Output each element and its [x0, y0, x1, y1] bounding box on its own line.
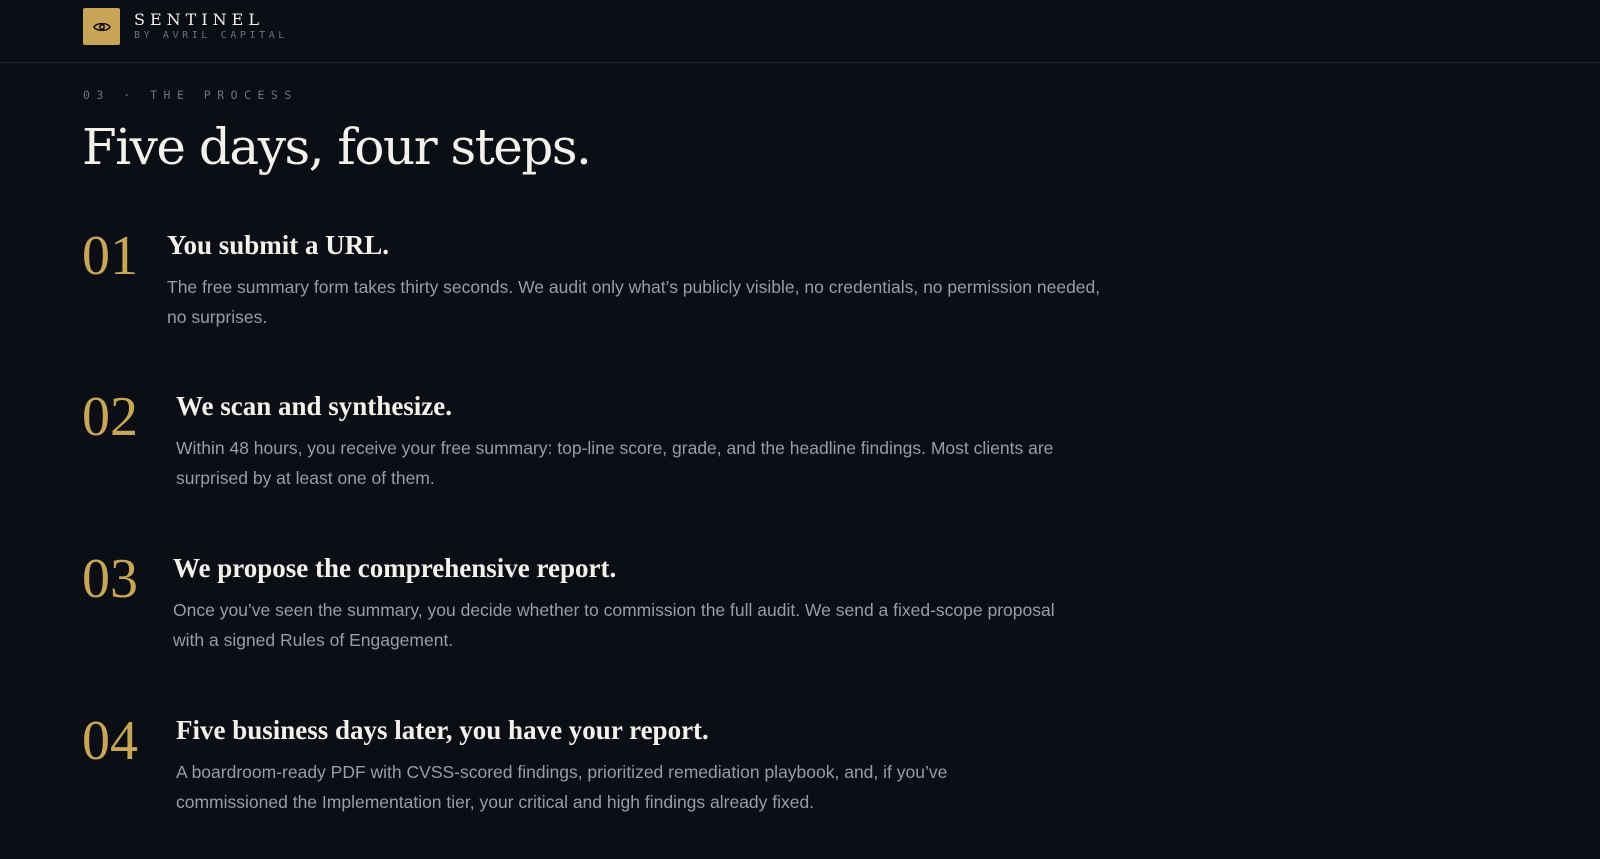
process-step-2 [82, 386, 1162, 509]
top-bar [0, 0, 1600, 63]
step-description: Once you’ve seen the summary, you decide whether to commission the full audit. We send a fixed-scope proposal with a signed Rules of Engagement. [173, 600, 1055, 650]
step-title: Five business days later, you have your report. [176, 715, 709, 745]
section-title: Five days, four steps. [82, 118, 591, 176]
section-eyebrow: 03 · THE PROCESS [83, 88, 298, 102]
process-step-4 [82, 710, 1162, 833]
step-number: 04 [82, 710, 138, 772]
process-step-3 [82, 548, 1162, 671]
eye-icon [93, 21, 111, 33]
step-title: You submit a URL. [167, 230, 390, 260]
step-description: Within 48 hours, you receive your free summary: top-line score, grade, and the headline findings. Most clients are surprised by at least one of them. [176, 438, 1054, 488]
step-number: 03 [82, 548, 138, 610]
step-description: A boardroom-ready PDF with CVSS-scored findings, prioritized remediation playbook, and, if you’ve commissioned the Implementation tier, your critical and high findings already fixed. [176, 762, 948, 812]
step-number: 01 [82, 225, 138, 287]
brand-tagline: BY AVRIL CAPITAL [134, 30, 288, 41]
step-title: We propose the comprehensive report. [173, 553, 617, 583]
step-description: The free summary form takes thirty seconds. We audit only what’s publicly visible, no credentials, no permission needed, no surprises. [167, 277, 1101, 327]
step-title: We scan and synthesize. [176, 391, 453, 421]
brand-name[interactable]: SENTINEL [134, 10, 264, 29]
process-step-1 [82, 225, 1162, 348]
logo-badge[interactable] [83, 8, 120, 45]
step-number: 02 [82, 386, 138, 448]
